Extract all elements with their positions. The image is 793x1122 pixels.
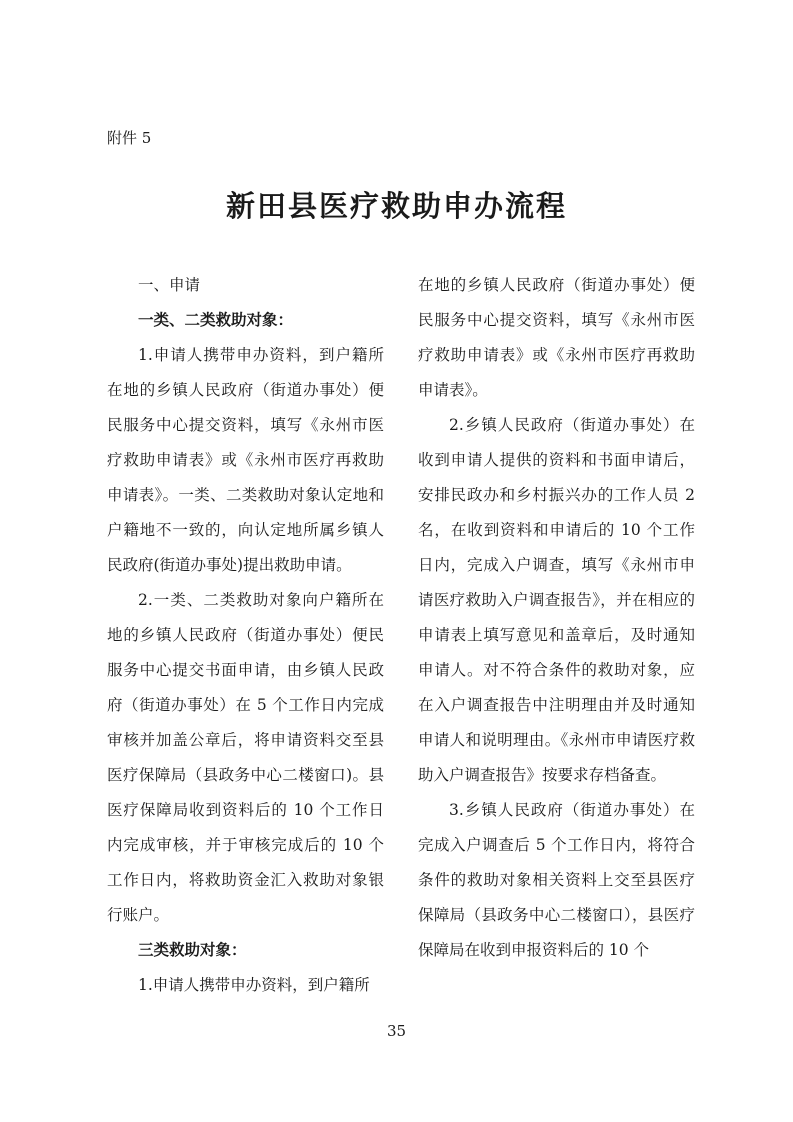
subheading: 三类救助对象： — [138, 941, 247, 959]
paragraph: 1.申请人携带申办资料，到户籍所 — [138, 976, 370, 994]
paragraph: 2.一类、二类救助对象向户籍所在地的乡镇人民政府（街道办事处）便民服务中心提交书面申请，由乡镇人民政府（街道办事处）在 5 个工作日内完成审核并加盖公章后，将申请资料交至县医疗保障局（县政务中心二楼窗口)。县医疗保障局收到资料后的 10 个工作日内完成审核，并于审核完成后的 10 个工作日内，将救助资金汇入救助对象银行账户。 — [107, 591, 384, 924]
right-column — [418, 268, 695, 968]
paragraph: 1.申请人携带申办资料，到户籍所在地的乡镇人民政府（街道办事处）便民服务中心提交资料，填写《永州市医疗救助申请表》或《永州市医疗再救助申请表》。一类、二类救助对象认定地和户籍地不一致的，向认定地所属乡镇人民政府(街道办事处)提出救助申请。 — [107, 346, 384, 574]
document-title: 新田县医疗救助申办流程 — [225, 189, 567, 223]
paragraph: 在地的乡镇人民政府（街道办事处）便民服务中心提交资料，填写《永州市医疗救助申请表》或《永州市医疗再救助申请表》。 — [418, 276, 695, 399]
page-number: 35 — [386, 1022, 407, 1040]
paragraph: 2.乡镇人民政府（街道办事处）在收到申请人提供的资料和书面申请后，安排民政办和乡村振兴办的工作人员 2 名，在收到资料和申请后的 10 个工作日内，完成入户调查，填写《永州市申请医疗救助入户调查报告》，并在相应的申请表上填写意见和盖章后，及时通知申请人。对不符合条件的救助对象，应在入户调查报告中注明理由并及时通知申请人和说明理由。《永州市申请医疗救助入户调查报告》按要求存档备查。 — [418, 416, 695, 784]
paragraph: 3.乡镇人民政府（街道办事处）在完成入户调查后 5 个工作日内，将符合条件的救助对象相关资料上交至县医疗保障局（县政务中心二楼窗口），县医疗保障局在收到申报资料后的 10 个 — [418, 801, 695, 959]
attachment-label: 附件 5 — [107, 129, 152, 147]
left-column — [107, 268, 384, 1003]
subheading: 一类、二类救助对象： — [138, 311, 294, 329]
section-heading: 一、申请 — [138, 276, 201, 294]
